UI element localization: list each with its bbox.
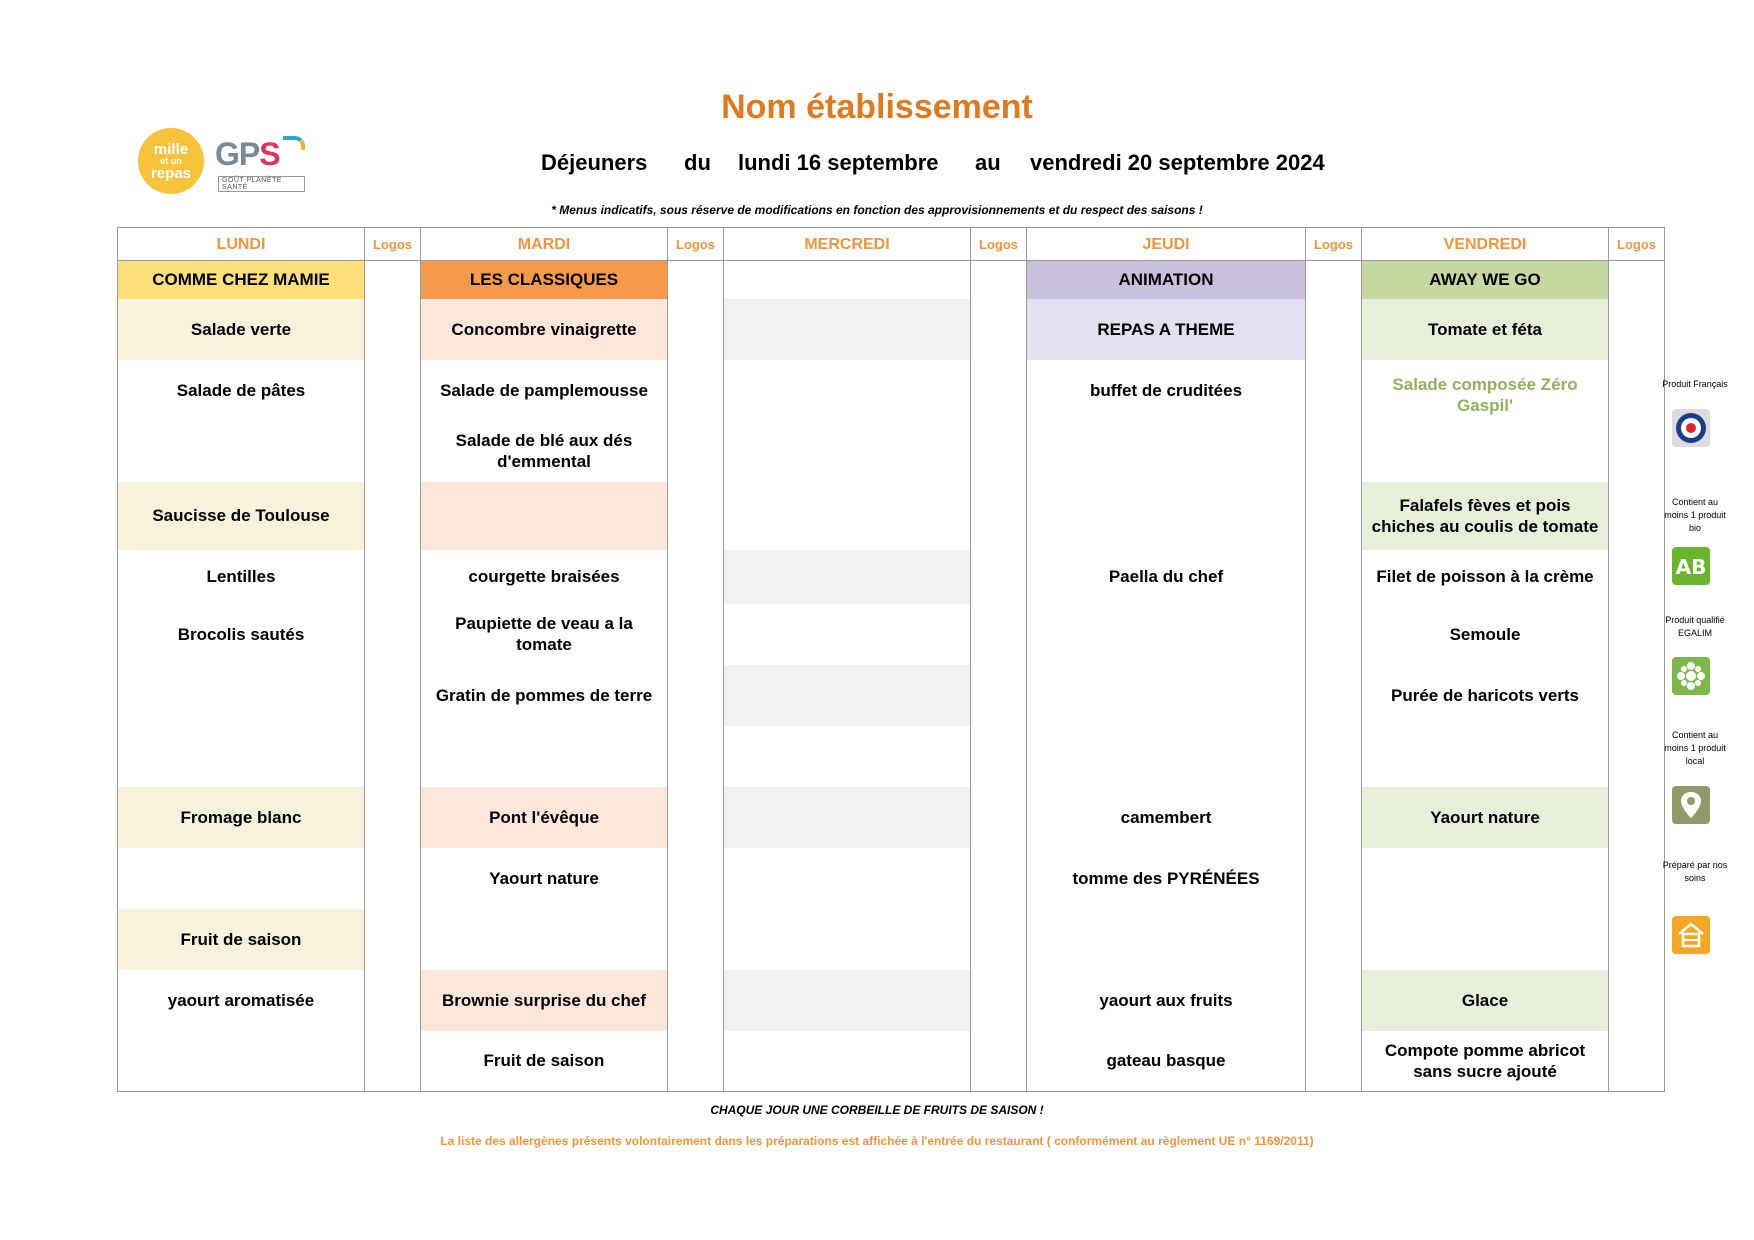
dish-cell: Semoule — [1362, 604, 1609, 665]
logos-column-header: Logos — [668, 228, 724, 261]
weekly-menu-table — [117, 227, 1665, 1092]
dish-cell: tomme des PYRÉNÉES — [1027, 848, 1306, 909]
dish-cell: Salade composée Zéro Gaspil' — [1362, 360, 1609, 482]
theme-row — [118, 261, 1665, 299]
dish-cell: Lentilles — [118, 550, 365, 604]
homemade-icon — [1672, 916, 1710, 954]
day-jeudi: JEUDI — [1027, 228, 1306, 261]
table-row — [118, 299, 1665, 360]
dish-cell: Brocolis sautés — [118, 604, 365, 665]
legend-maison-label: Préparé par nos soins — [1662, 860, 1728, 883]
legend-bio-label: Contient au moins 1 produit bio — [1664, 497, 1726, 533]
bio-product-icon — [1672, 547, 1710, 585]
logo-text: et un — [160, 156, 182, 166]
meal-label: Déjeuners — [541, 150, 648, 175]
dish-cell: Salade de pâtes — [118, 360, 365, 421]
dish-cell: gateau basque — [1027, 1031, 1306, 1092]
dish-cell: yaourt aux fruits — [1027, 970, 1306, 1031]
dish-cell: Compote pomme abricot sans sucre ajouté — [1362, 1031, 1609, 1092]
theme-lundi: COMME CHEZ MAMIE — [118, 261, 365, 299]
day-mercredi: MERCREDI — [724, 228, 971, 261]
dish-cell: courgette braisées — [421, 550, 668, 604]
logo-text: repas — [150, 165, 192, 182]
dish-cell: Yaourt nature — [1362, 787, 1609, 848]
du-label: du — [684, 150, 711, 175]
day-header-row — [118, 228, 1665, 261]
dish-cell: Salade de pamplemousse — [421, 360, 668, 421]
menu-notice: * Menus indicatifs, sous réserve de modifications en fonction des approvisionnements et du respect des saisons ! — [551, 203, 1203, 217]
logos-column-header: Logos — [365, 228, 421, 261]
logo-text: mille — [153, 141, 189, 158]
theme-mercredi — [724, 261, 971, 299]
table-row — [118, 360, 1665, 421]
dish-cell: Fromage blanc — [118, 787, 365, 848]
dish-cell: Yaourt nature — [421, 848, 668, 909]
table-row — [118, 970, 1665, 1031]
dish-cell: Pont l'évêque — [421, 787, 668, 848]
dish-cell: Saucisse de Toulouse — [118, 482, 365, 550]
day-mardi: MARDI — [421, 228, 668, 261]
start-date: lundi 16 septembre — [738, 150, 939, 175]
dish-cell: Tomate et féta — [1362, 299, 1609, 360]
dish-cell: Paella du chef — [1027, 550, 1306, 604]
table-row — [118, 550, 1665, 604]
logo-text: GPS — [215, 136, 280, 172]
au-label: au — [975, 150, 1001, 175]
dish-cell: Fruit de saison — [421, 1031, 668, 1092]
dish-cell: Salade de blé aux dés d'emmental — [421, 421, 668, 482]
dish-cell: Brownie surprise du chef — [421, 970, 668, 1031]
theme-jeudi: ANIMATION — [1027, 261, 1306, 299]
logos-column-header: Logos — [1609, 228, 1665, 261]
dish-cell: Paupiette de veau a la tomate — [421, 604, 668, 665]
dish-cell: Concombre vinaigrette — [421, 299, 668, 360]
allergens-footer: La liste des allergènes présents volontairement dans les préparations est affichée à l'entrée du restaurant ( conformément au règlement UE n° 1169/2011) — [440, 1134, 1314, 1148]
dish-cell: Filet de poisson à la crème — [1362, 550, 1609, 604]
dish-cell: Purée de haricots verts — [1362, 665, 1609, 726]
theme-mardi: LES CLASSIQUES — [421, 261, 668, 299]
swoosh-icon — [283, 136, 305, 150]
table-row — [118, 604, 1665, 665]
local-product-icon — [1672, 786, 1710, 824]
dish-cell: Salade verte — [118, 299, 365, 360]
logo-tagline: GOÛT PLANÈTE SANTÉ — [218, 176, 305, 192]
legend-egalim-label: Produit qualifié EGALIM — [1665, 615, 1725, 638]
table-row — [118, 482, 1665, 550]
logos-column-header: Logos — [971, 228, 1027, 261]
day-lundi: LUNDI — [118, 228, 365, 261]
dish-cell: camembert — [1027, 787, 1306, 848]
bio-mark-text: AB — [1675, 555, 1707, 579]
table-row — [118, 848, 1665, 909]
dish-cell: Fruit de saison — [118, 909, 365, 970]
end-date: vendredi 20 septembre 2024 — [1030, 150, 1325, 175]
date-range — [0, 150, 1754, 180]
dish-cell: Gratin de pommes de terre — [421, 665, 668, 726]
dish-cell: Falafels fèves et pois chiches au coulis de tomate — [1362, 482, 1609, 550]
dish-cell: Glace — [1362, 970, 1609, 1031]
establishment-title: Nom établissement — [721, 88, 1033, 126]
legend-francais-label: Produit Français — [1662, 379, 1728, 389]
egalim-product-icon — [1672, 657, 1710, 695]
dish-cell: yaourt aromatisée — [118, 970, 365, 1031]
logos-column-header: Logos — [1306, 228, 1362, 261]
table-row — [118, 909, 1665, 970]
fruits-footer: CHAQUE JOUR UNE CORBEILLE DE FRUITS DE SAISON ! — [710, 1103, 1044, 1117]
table-row — [118, 665, 1665, 726]
table-row — [118, 1031, 1665, 1092]
dish-cell: buffet de cruditées — [1027, 360, 1306, 421]
day-vendredi: VENDREDI — [1362, 228, 1609, 261]
table-row — [118, 787, 1665, 848]
theme-vendredi: AWAY WE GO — [1362, 261, 1609, 299]
french-product-icon — [1672, 409, 1710, 447]
table-row — [118, 726, 1665, 787]
dish-cell: REPAS A THEME — [1027, 299, 1306, 360]
legend-local-label: Contient au moins 1 produit local — [1664, 730, 1726, 766]
